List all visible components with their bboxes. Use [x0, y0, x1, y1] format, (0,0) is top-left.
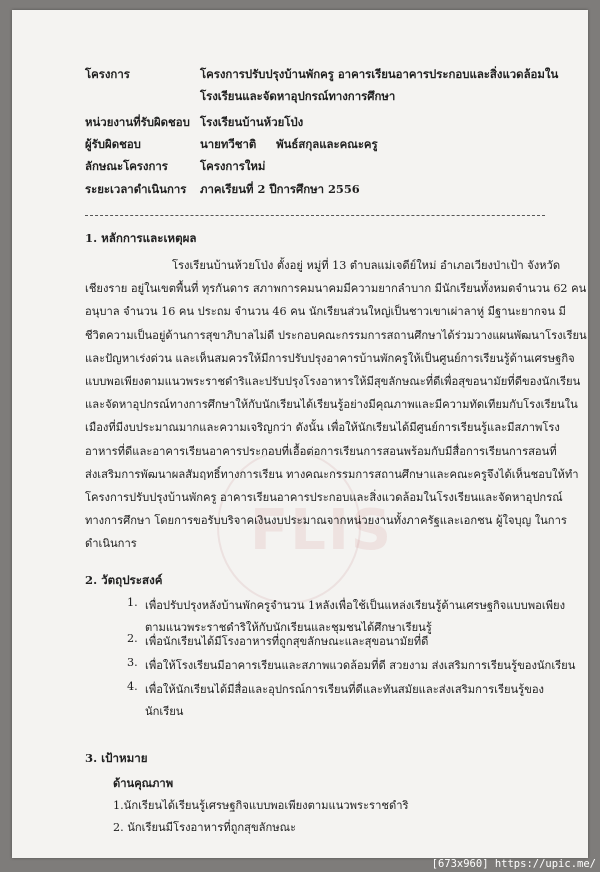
image-caption: [673x960] https://upic.me/: [431, 858, 596, 870]
unit-value: โรงเรียนบ้านห้วยโป่ง: [200, 115, 304, 129]
objective-number: 2.: [127, 632, 138, 645]
project-title-line2: โรงเรียนและจัดหาอุปกรณ์ทางการศึกษา: [200, 89, 396, 103]
dashed-divider: [85, 215, 545, 216]
objective-text: นักเรียน: [145, 705, 184, 718]
paragraph-line: อนุบาล จำนวน 16 คน ประถม จำนวน 46 คน นักเรียนส่วนใหญ่เป็นชาวเขาเผ่าลาหู่ มีฐานะยากจน มี: [85, 305, 566, 319]
period-label: ระยะเวลาดำเนินการ: [85, 182, 187, 196]
objective-number: 1.: [127, 596, 138, 609]
section1-heading: 1. หลักการและเหตุผล: [85, 231, 197, 245]
paragraph-line: โรงเรียนบ้านห้วยโป่ง ตั้งอยู่ หมู่ที่ 13 ตำบลแม่เจดีย์ใหม่ อำเภอเวียงป่าเป้า จังหวัด: [172, 259, 561, 272]
unit-label: หน่วยงานที่รับผิดชอบ: [85, 115, 190, 129]
paragraph-line: ส่งเสริมการพัฒนาผลสัมฤทธิ์ทางการเรียน ทางคณะกรรมการสถานศึกษาและคณะครูจึงได้เห็นชอบให้ทำ: [85, 467, 579, 481]
section3-heading: 3. เป้าหมาย: [85, 751, 148, 765]
project-label: โครงการ: [85, 67, 130, 81]
type-label: ลักษณะโครงการ: [85, 159, 168, 173]
document-page: [12, 10, 588, 858]
paragraph-line: อาหารที่ดีและอาคารเรียนอาคารประกอบที่เอื้อต่อการเรียนการสอนพร้อมกับมีสื่อการเรียนการสอนที่: [85, 444, 557, 458]
objective-text: เพื่อนักเรียนได้มีโรงอาหารที่ถูกสุขลักษณะและสุขอนามัยที่ดี: [145, 635, 429, 648]
section2-heading: 2. วัตถุประสงค์: [85, 573, 163, 587]
goal-item: 2. นักเรียนมีโรงอาหารที่ถูกสุขลักษณะ: [113, 821, 296, 834]
objective-number: 3.: [127, 656, 138, 669]
paragraph-line: แบบพอเพียงตามแนวพระราชดำริและปรับปรุงโรงอาหารให้มีสุขลักษณะที่ดีเพื่อสุขอนามัยที่ดีของนักเรียน: [85, 375, 581, 388]
paragraph-line: ดำเนินการ: [85, 537, 137, 551]
objective-text: เพื่อให้โรงเรียนมีอาคารเรียนและสภาพแวดล้อมที่ดี สวยงาม ส่งเสริมการเรียนรู้ของนักเรียน: [145, 659, 576, 672]
responsible-label: ผู้รับผิดชอบ: [85, 137, 141, 151]
goal-item: 1.นักเรียนได้เรียนรู้เศรษฐกิจแบบพอเพียงตามแนวพระราชดำริ: [113, 799, 409, 812]
paragraph-line: และปัญหาเร่งด่วน และเห็นสมควรให้มีการปรับปรุงอาคารบ้านพักครูให้เป็นศูนย์การเรียนรู้ด้านเศรษฐกิจ: [85, 351, 575, 365]
objective-text: ตามแนวพระราชดำริให้กับนักเรียนและชุมชนได้ศึกษาเรียนรู้: [145, 621, 432, 634]
paragraph-line: และจัดหาอุปกรณ์ทางการศึกษาให้กับนักเรียนได้เรียนรู้อย่างมีคุณภาพและมีความทัดเทียมกับโรงเรียนใน: [85, 398, 578, 412]
period-value: ภาคเรียนที่ 2 ปีการศึกษา 2556: [200, 182, 360, 196]
paragraph-line: ชีวิตความเป็นอยู่ด้านการสุขาภิบาลไม่ดี ประกอบคณะกรรมการสถานศึกษาได้ร่วมวางแผนพัฒนาโรงเรียน: [85, 328, 587, 342]
project-title-line1: โครงการปรับปรุงบ้านพักครู อาคารเรียนอาคารประกอบและสิ่งแวดล้อมใน: [200, 67, 559, 81]
objective-number: 4.: [127, 680, 138, 693]
type-value: โครงการใหม่: [200, 159, 266, 173]
paragraph-line: เมืองที่มีงบประมาณมากและความเจริญกว่า ดังนั้น เพื่อให้นักเรียนได้มีศูนย์การเรียนรู้และมีสภาพโรง: [85, 421, 560, 435]
quality-subheading: ด้านคุณภาพ: [113, 776, 174, 790]
objective-text: เพื่อให้นักเรียนได้มีสื่อและอุปกรณ์การเรียนที่ดีและทันสมัยและส่งเสริมการเรียนรู้ของ: [145, 683, 545, 696]
objective-text: เพื่อปรับปรุงหลังบ้านพักครูจำนวน 1หลังเพื่อใช้เป็นแหล่งเรียนรู้ด้านเศรษฐกิจแบบพอเพียง: [145, 599, 566, 612]
paragraph-line: ทางการศึกษา โดยการขอรับบริจาคเงินงบประมาณจากหน่วยงานทั้งภาครัฐและเอกชน ผู้ใจบุญ ในการ: [85, 514, 567, 528]
paragraph-line: โครงการปรับปรุงบ้านพักครู อาคารเรียนอาคารประกอบและสิ่งแวดล้อมในโรงเรียนและจัดหาอุปกรณ์: [85, 491, 563, 504]
watermark-logo-text: FLIS: [250, 498, 394, 563]
paragraph-line: เชียงราย อยู่ในเขตพื้นที่ ทุรกันดาร สภาพการคมนาคมมีความยากลำบาก มีนักเรียนทั้งหมดจำนวน 62 คน: [85, 282, 587, 296]
responsible-value: นายทวีชาติ พันธ์สกุลและคณะครู: [200, 137, 378, 151]
